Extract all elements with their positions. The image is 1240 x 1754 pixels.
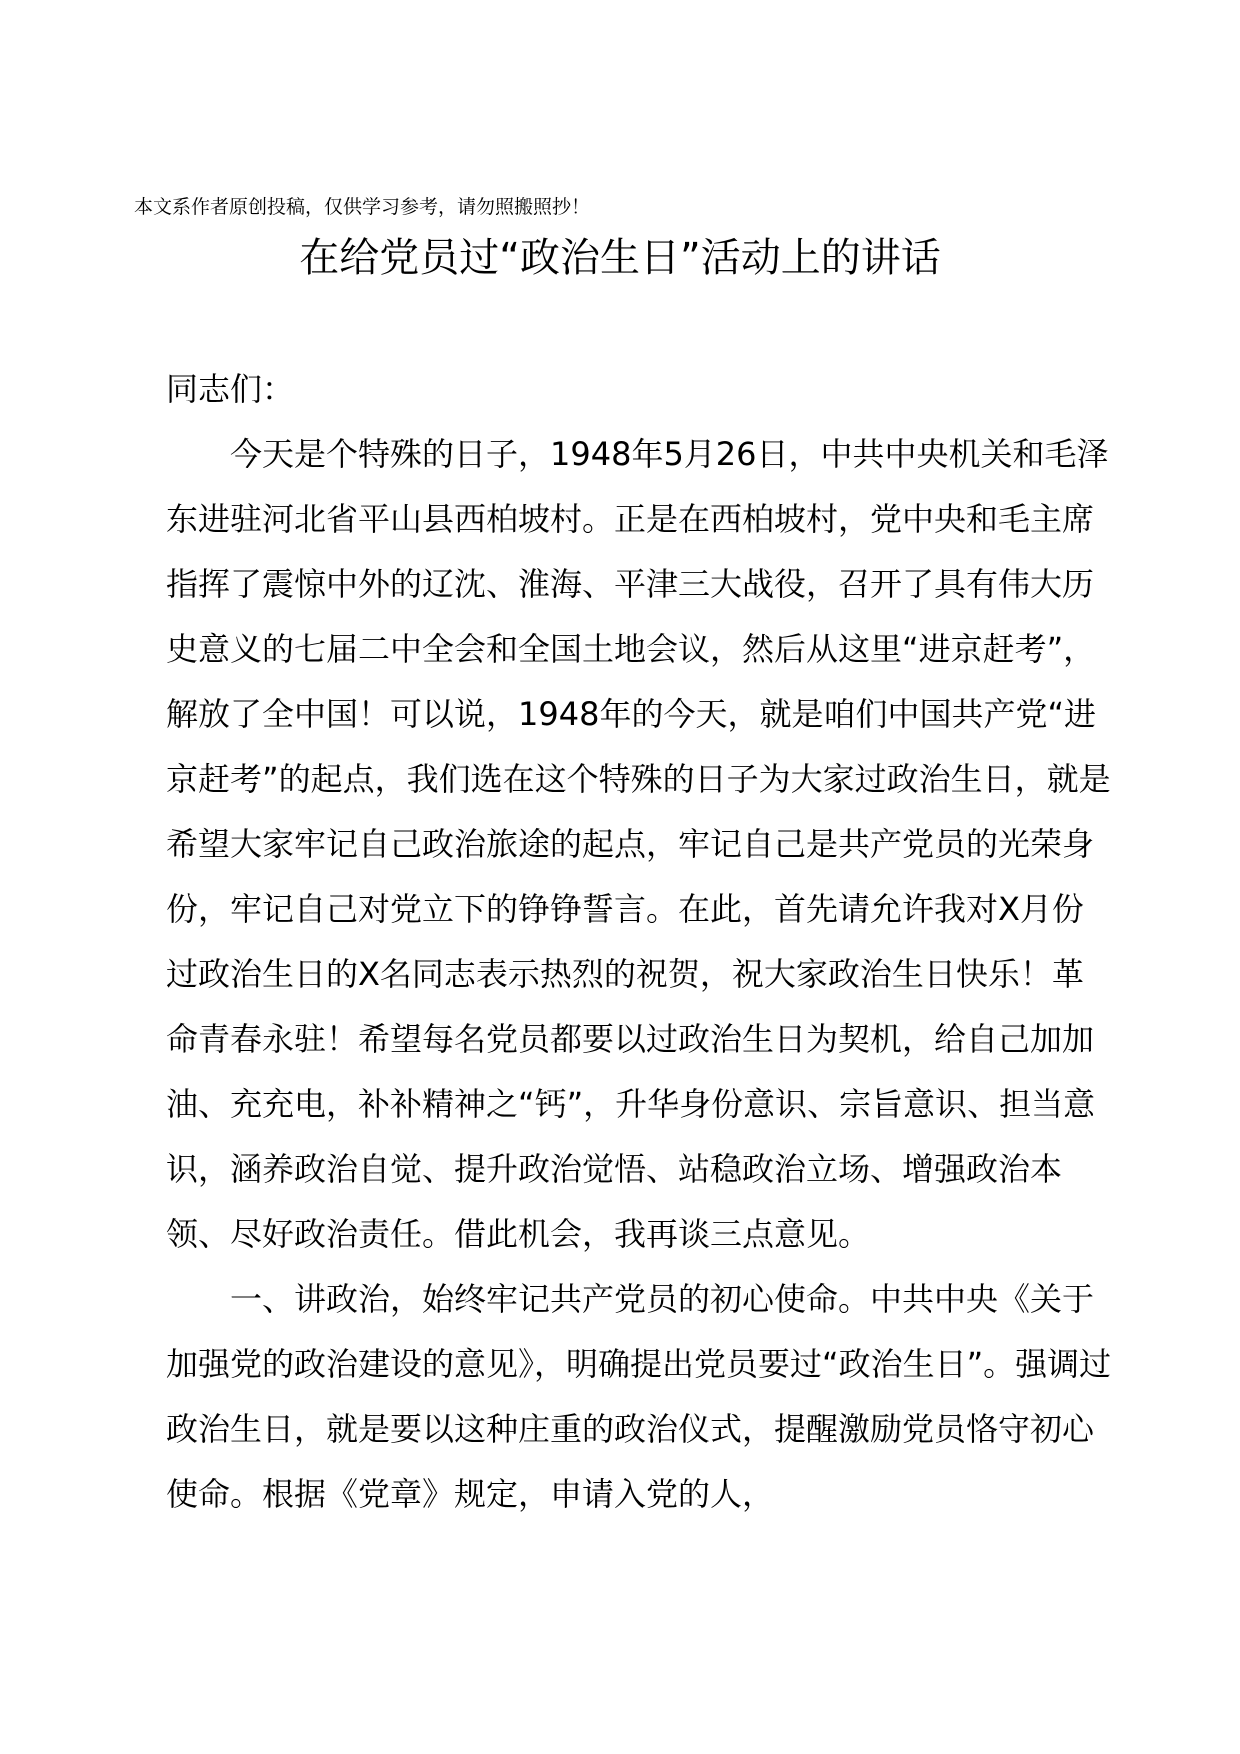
salutation: 同志们： [166,370,295,408]
paragraph: 一、讲政治，始终牢记共产党员的初心使命。中共中央《关于加强党的政治建设的意见》，明确提出党员要过“政治生日”。强调过政治生日，就是要以这种庄重的政治仪式，提醒激励党员恪守初心使命。根据《党章》规定，申请入党的人， [166,1280,1112,1513]
paragraph: 今天是个特殊的日子，1948年5月26日，中共中央机关和毛泽东进驻河北省平山县西柏坡村。正是在西柏坡村，党中央和毛主席指挥了震惊中外的辽沈、淮海、平津三大战役，召开了具有伟大历史意义的七届二中全会和全国土地会议，然后从这里“进京赶考”，解放了全中国！可以说，1948年的今天，就是咱们中国共产党“进京赶考”的起点，我们选在这个特殊的日子为大家过政治生日，就是希望大家牢记自己政治旅途的起点，牢记自己是共产党员的光荣身份，牢记自己对党立下的铮铮誓言。在此，首先请允许我对X月份过政治生日的X名同志表示热烈的祝贺，祝大家政治生日快乐！革命青春永驻！希望每名党员都要以过政治生日为契机，给自己加加油、充充电，补补精神之“钙”，升华身份意识、宗旨意识、担当意识，涵养政治自觉、提升政治觉悟、站稳政治立场、增强政治本领、尽好政治责任。借此机会，我再谈三点意见。 [166,435,1111,1253]
document-body [166,357,1112,1527]
document-title: 在给党员过“政治生日”活动上的讲话 [299,235,941,281]
copyright-notice: 本文系作者原创投稿，仅供学习参考，请勿照搬照抄！ [134,196,591,218]
